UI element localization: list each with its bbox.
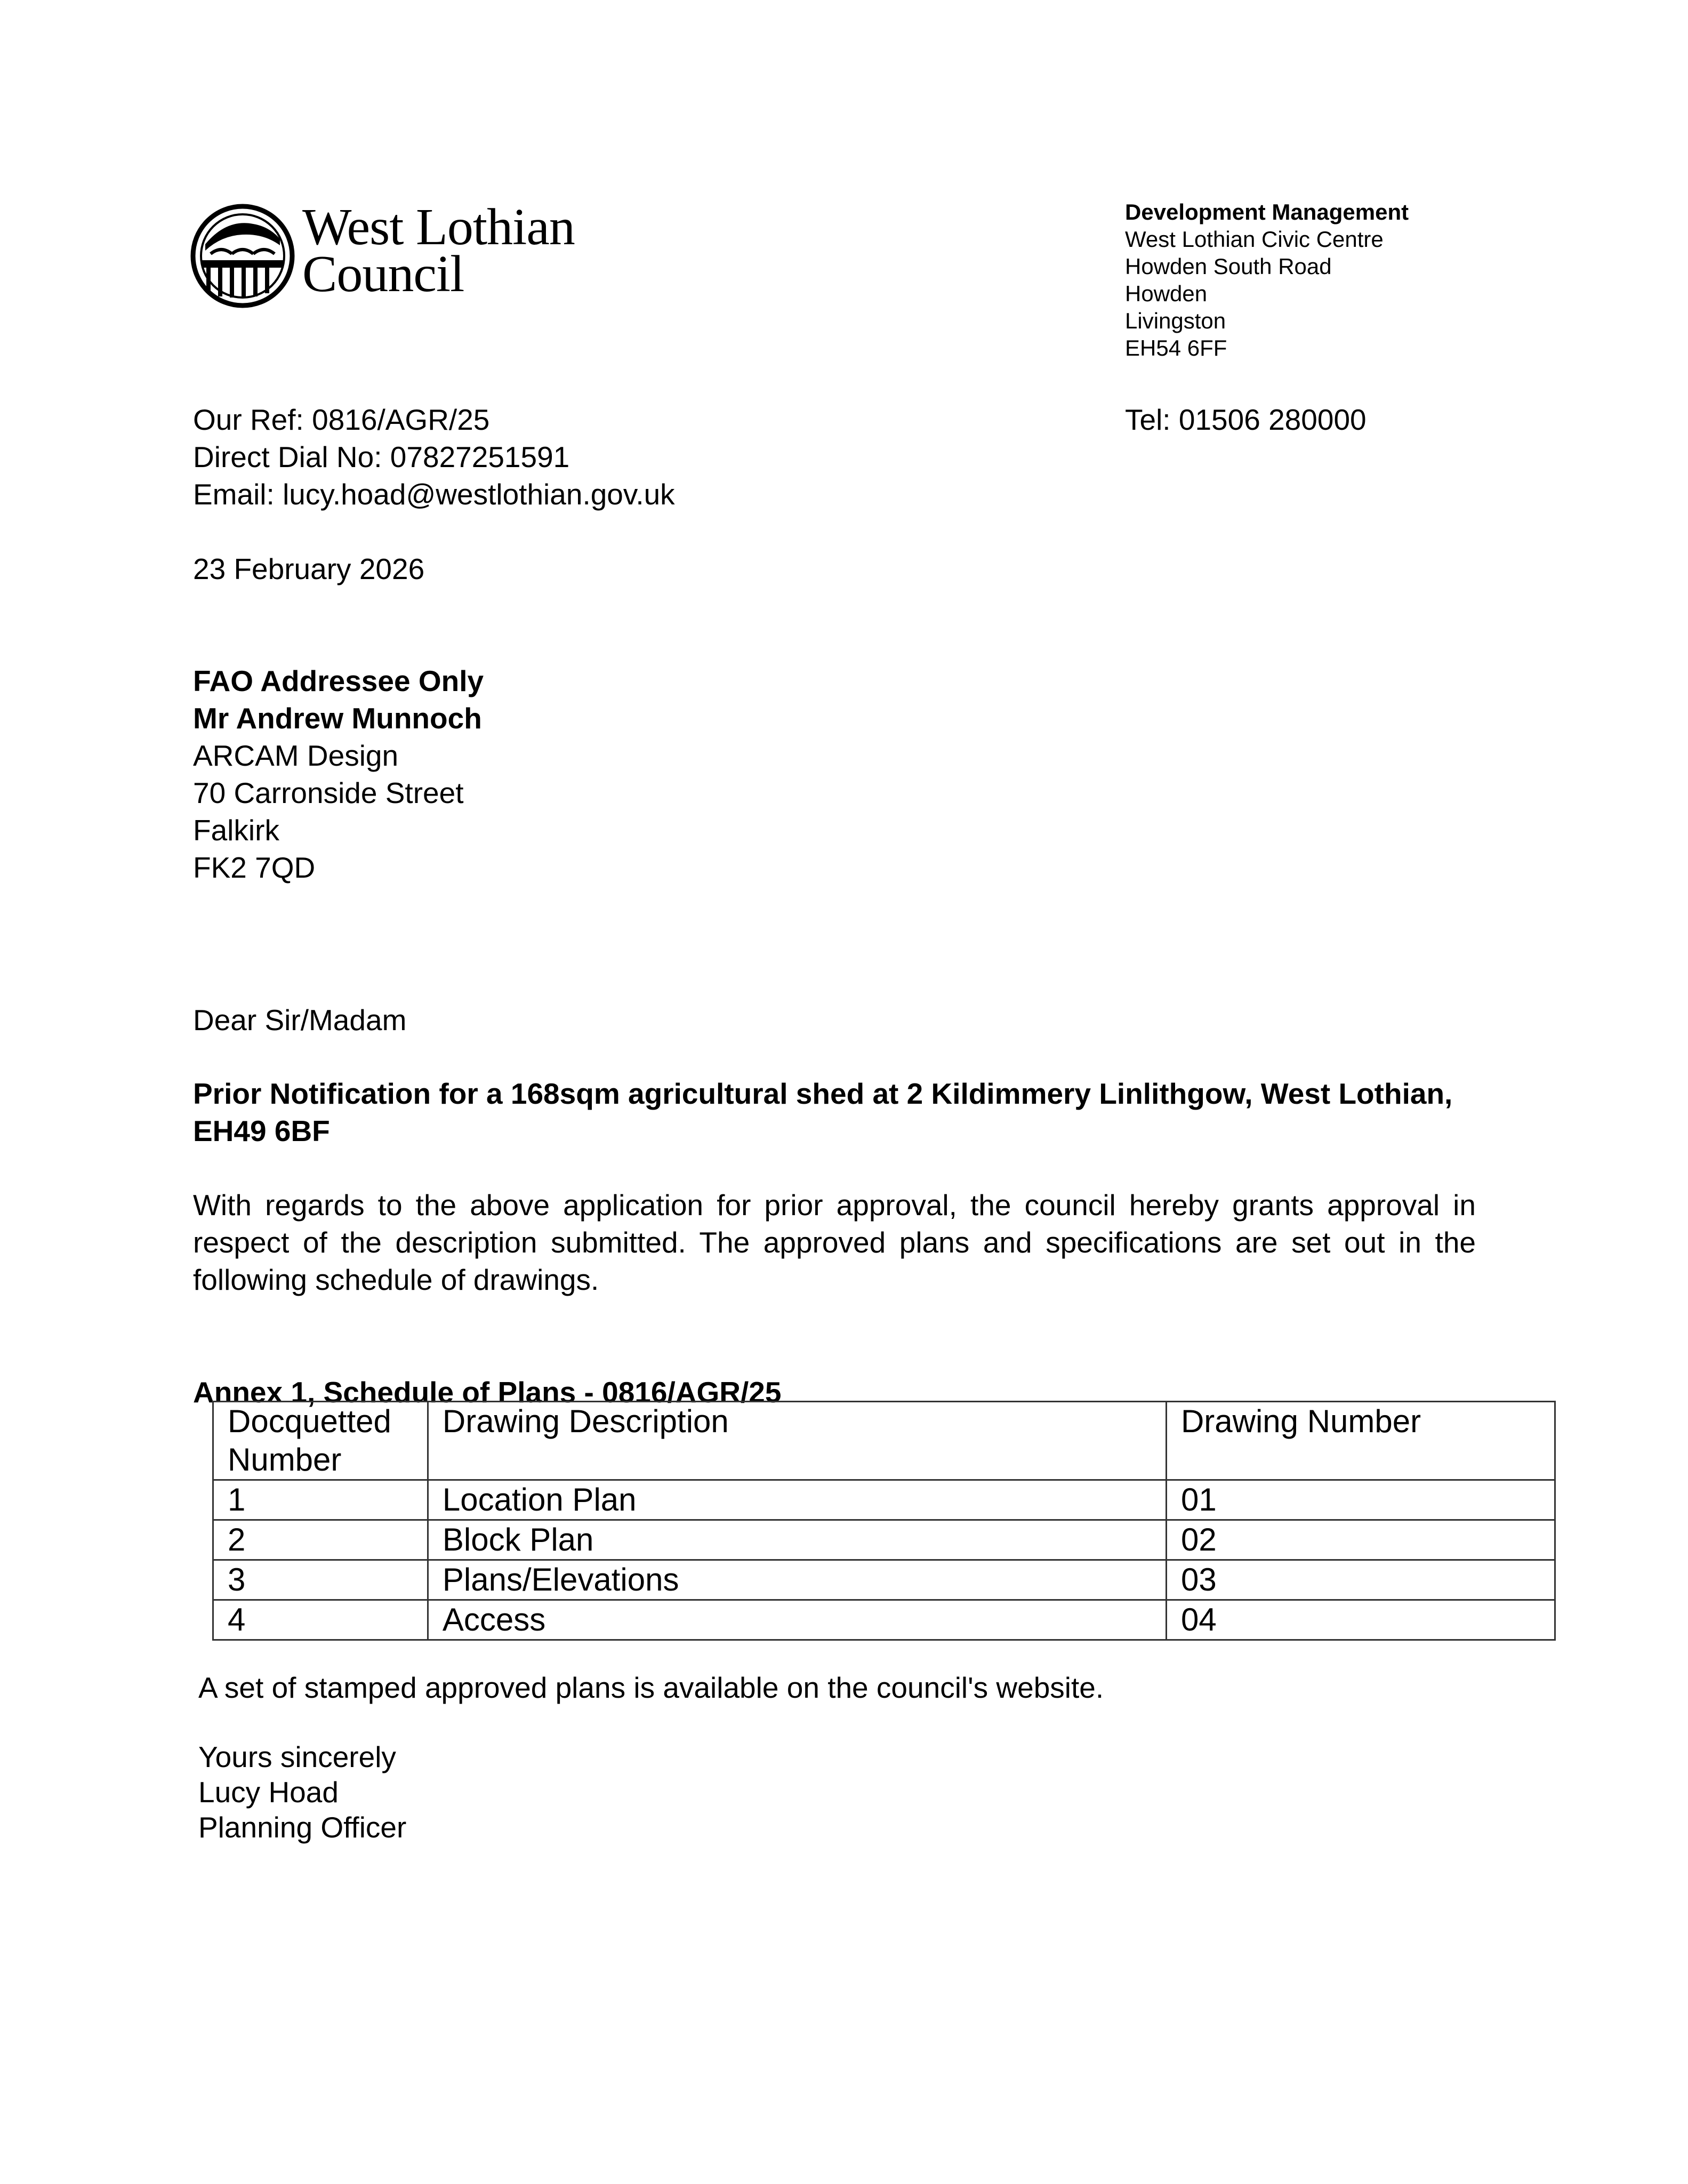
table-row	[213, 1520, 1555, 1560]
schedule-of-plans-table	[212, 1401, 1556, 1641]
table-cell: Block Plan	[428, 1520, 1166, 1560]
office-address	[1125, 198, 1409, 362]
signatory-title: Planning Officer	[198, 1811, 407, 1844]
stamped-plans-note: A set of stamped approved plans is available on the council's website.	[198, 1671, 1104, 1704]
fao-line: FAO Addressee Only	[193, 664, 484, 697]
table-row	[213, 1600, 1555, 1640]
office-address-line: Howden South Road	[1125, 254, 1332, 279]
table-row	[213, 1560, 1555, 1600]
subject-heading: Prior Notification for a 168sqm agricultural shed at 2 Kildimmery Linlithgow, West Lothian, EH49 6BF	[193, 1077, 1453, 1147]
table-cell: Location Plan	[428, 1480, 1166, 1520]
recipient-name: Mr Andrew Munnoch	[193, 702, 482, 735]
council-logo	[189, 198, 578, 309]
table-cell: 03	[1166, 1560, 1555, 1600]
table-header-cell: Drawing Description	[428, 1402, 1166, 1480]
recipient-address-line: ARCAM Design	[193, 739, 399, 772]
recipient-address	[193, 662, 484, 886]
reference-block	[193, 401, 675, 513]
recipient-address-line: FK2 7QD	[193, 851, 316, 884]
logo-line-1: West Lothian	[302, 198, 575, 256]
table-cell: 4	[213, 1600, 428, 1640]
table-header-cell: Drawing Number	[1166, 1402, 1555, 1480]
signoff-block	[198, 1739, 406, 1845]
signatory-name: Lucy Hoad	[198, 1776, 339, 1809]
table-cell: 01	[1166, 1480, 1555, 1520]
office-address-line: West Lothian Civic Centre	[1125, 227, 1384, 252]
table-row	[213, 1480, 1555, 1520]
salutation: Dear Sir/Madam	[193, 1003, 407, 1037]
logo-line-2: Council	[302, 245, 464, 303]
table-cell: 04	[1166, 1600, 1555, 1640]
office-address-line: EH54 6FF	[1125, 335, 1227, 360]
table-cell: Access	[428, 1600, 1166, 1640]
table-cell: 1	[213, 1480, 428, 1520]
table-cell: 3	[213, 1560, 428, 1600]
table-cell: 02	[1166, 1520, 1555, 1560]
table-header-row	[213, 1402, 1555, 1480]
direct-dial: Direct Dial No: 07827251591	[193, 440, 570, 473]
our-ref: Our Ref: 0816/AGR/25	[193, 403, 490, 436]
letter-date: 23 February 2026	[193, 552, 425, 585]
closing: Yours sincerely	[198, 1740, 396, 1773]
office-address-line: Howden	[1125, 281, 1208, 306]
office-telephone: Tel: 01506 280000	[1125, 403, 1367, 436]
department-name: Development Management	[1125, 199, 1409, 224]
table-cell: 2	[213, 1520, 428, 1560]
annex-title: Annex 1, Schedule of Plans - 0816/AGR/25	[193, 1376, 782, 1409]
office-address-line: Livingston	[1125, 308, 1226, 333]
council-emblem-icon	[189, 203, 296, 309]
table-header-cell: Docquetted Number	[213, 1402, 428, 1480]
recipient-address-line: 70 Carronside Street	[193, 776, 464, 809]
email: Email: lucy.hoad@westlothian.gov.uk	[193, 478, 675, 511]
body-paragraph: With regards to the above application for prior approval, the council hereby grants approval in respect of the description submitted. The approved plans and specifications are set out in the following schedule of drawings.	[193, 1189, 1476, 1296]
table-cell: Plans/Elevations	[428, 1560, 1166, 1600]
recipient-address-line: Falkirk	[193, 814, 279, 847]
